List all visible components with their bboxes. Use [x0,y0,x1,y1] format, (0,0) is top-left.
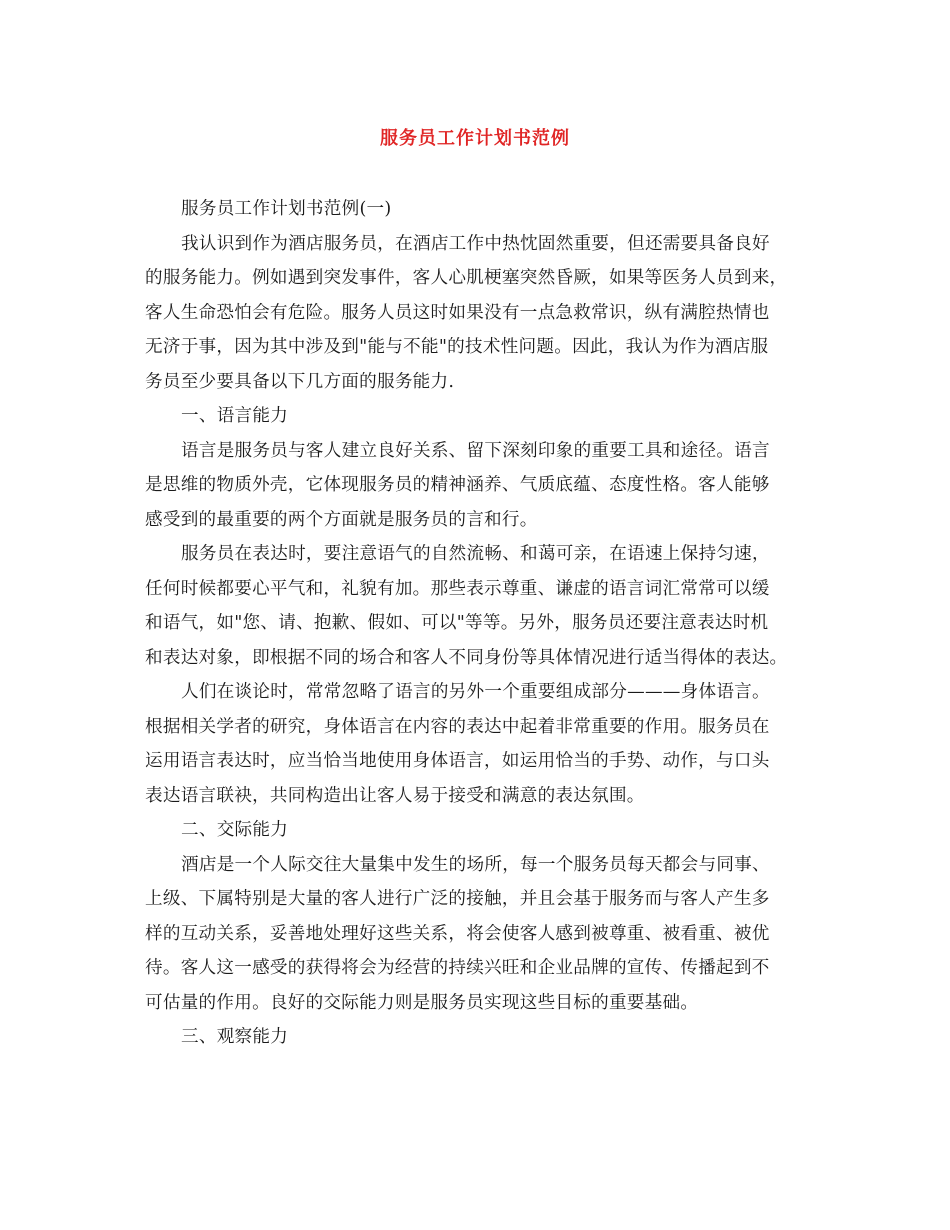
text-line: 一、语言能力 [181,406,289,426]
text-line: 可估量的作用。良好的交际能力则是服务员实现这些目标的重要基础。 [145,992,699,1013]
text-line: 客人生命恐怕会有危险。服务人员这时如果没有一点急救常识，纵有满腔热情也 [145,302,770,323]
text-line: 我认识到作为酒店服务员，在酒店工作中热忱固然重要，但还需要具备良好 [181,233,770,254]
text-line: 人们在谈论时，常常忽略了语言的另外一个重要组成部分———身体语言。 [181,682,770,702]
text-line: 的服务能力。例如遇到突发事件，客人心肌梗塞突然昏厥，如果等医务人员到来， [145,268,788,288]
text-line: 表达语言联袂，共同构造出让客人易于接受和满意的表达氛围。 [145,785,645,806]
text-line: 上级、下属特别是大量的客人进行广泛的接触，并且会基于服务而与客人产生多 [145,889,770,909]
text-line: 二、交际能力 [181,820,289,840]
text-line: 服务员在表达时，要注意语气的自然流畅、和蔼可亲，在语速上保持匀速， [181,544,770,564]
document-body [145,192,813,1055]
text-line: 是思维的物质外壳，它体现服务员的精神涵养、气质底蕴、态度性格。客人能够 [145,475,770,495]
text-line: 根据相关学者的研究，身体语言在内容的表达中起着非常重要的作用。服务员在 [145,716,770,737]
text-line: 和表达对象，即根据不同的场合和客人不同身份等具体情况进行适当得体的表达。 [145,647,788,668]
text-line: 待。客人这一感受的获得将会为经营的持续兴旺和企业品牌的宣传、传播起到不 [145,958,770,978]
text-line: 和语气，如"您、请、抱歉、假如、可以"等等。另外，服务员还要注意表达时机 [145,613,769,633]
text-line: 三、观察能力 [181,1027,289,1047]
text-line: 务员至少要具备以下几方面的服务能力. [145,371,455,392]
text-line: 服务员工作计划书范例(一) [181,199,392,219]
text-line: 语言是服务员与客人建立良好关系、留下深刻印象的重要工具和途径。语言 [181,440,770,461]
document-title: 服务员工作计划书范例 [380,128,570,149]
text-line: 无济于事，因为其中涉及到"能与不能"的技术性问题。因此，我认为作为酒店服 [145,337,769,357]
text-line: 运用语言表达时，应当恰当地使用身体语言，如运用恰当的手势、动作，与口头 [145,751,770,771]
text-line: 感受到的最重要的两个方面就是服务员的言和行。 [145,509,538,530]
text-line: 任何时候都要心平气和，礼貌有加。那些表示尊重、谦虚的语言词汇常常可以缓 [145,578,770,599]
text-line: 酒店是一个人际交往大量集中发生的场所，每一个服务员每天都会与同事、 [181,854,770,875]
text-line: 样的互动关系，妥善地处理好这些关系，将会使客人感到被尊重、被看重、被优 [145,923,770,944]
